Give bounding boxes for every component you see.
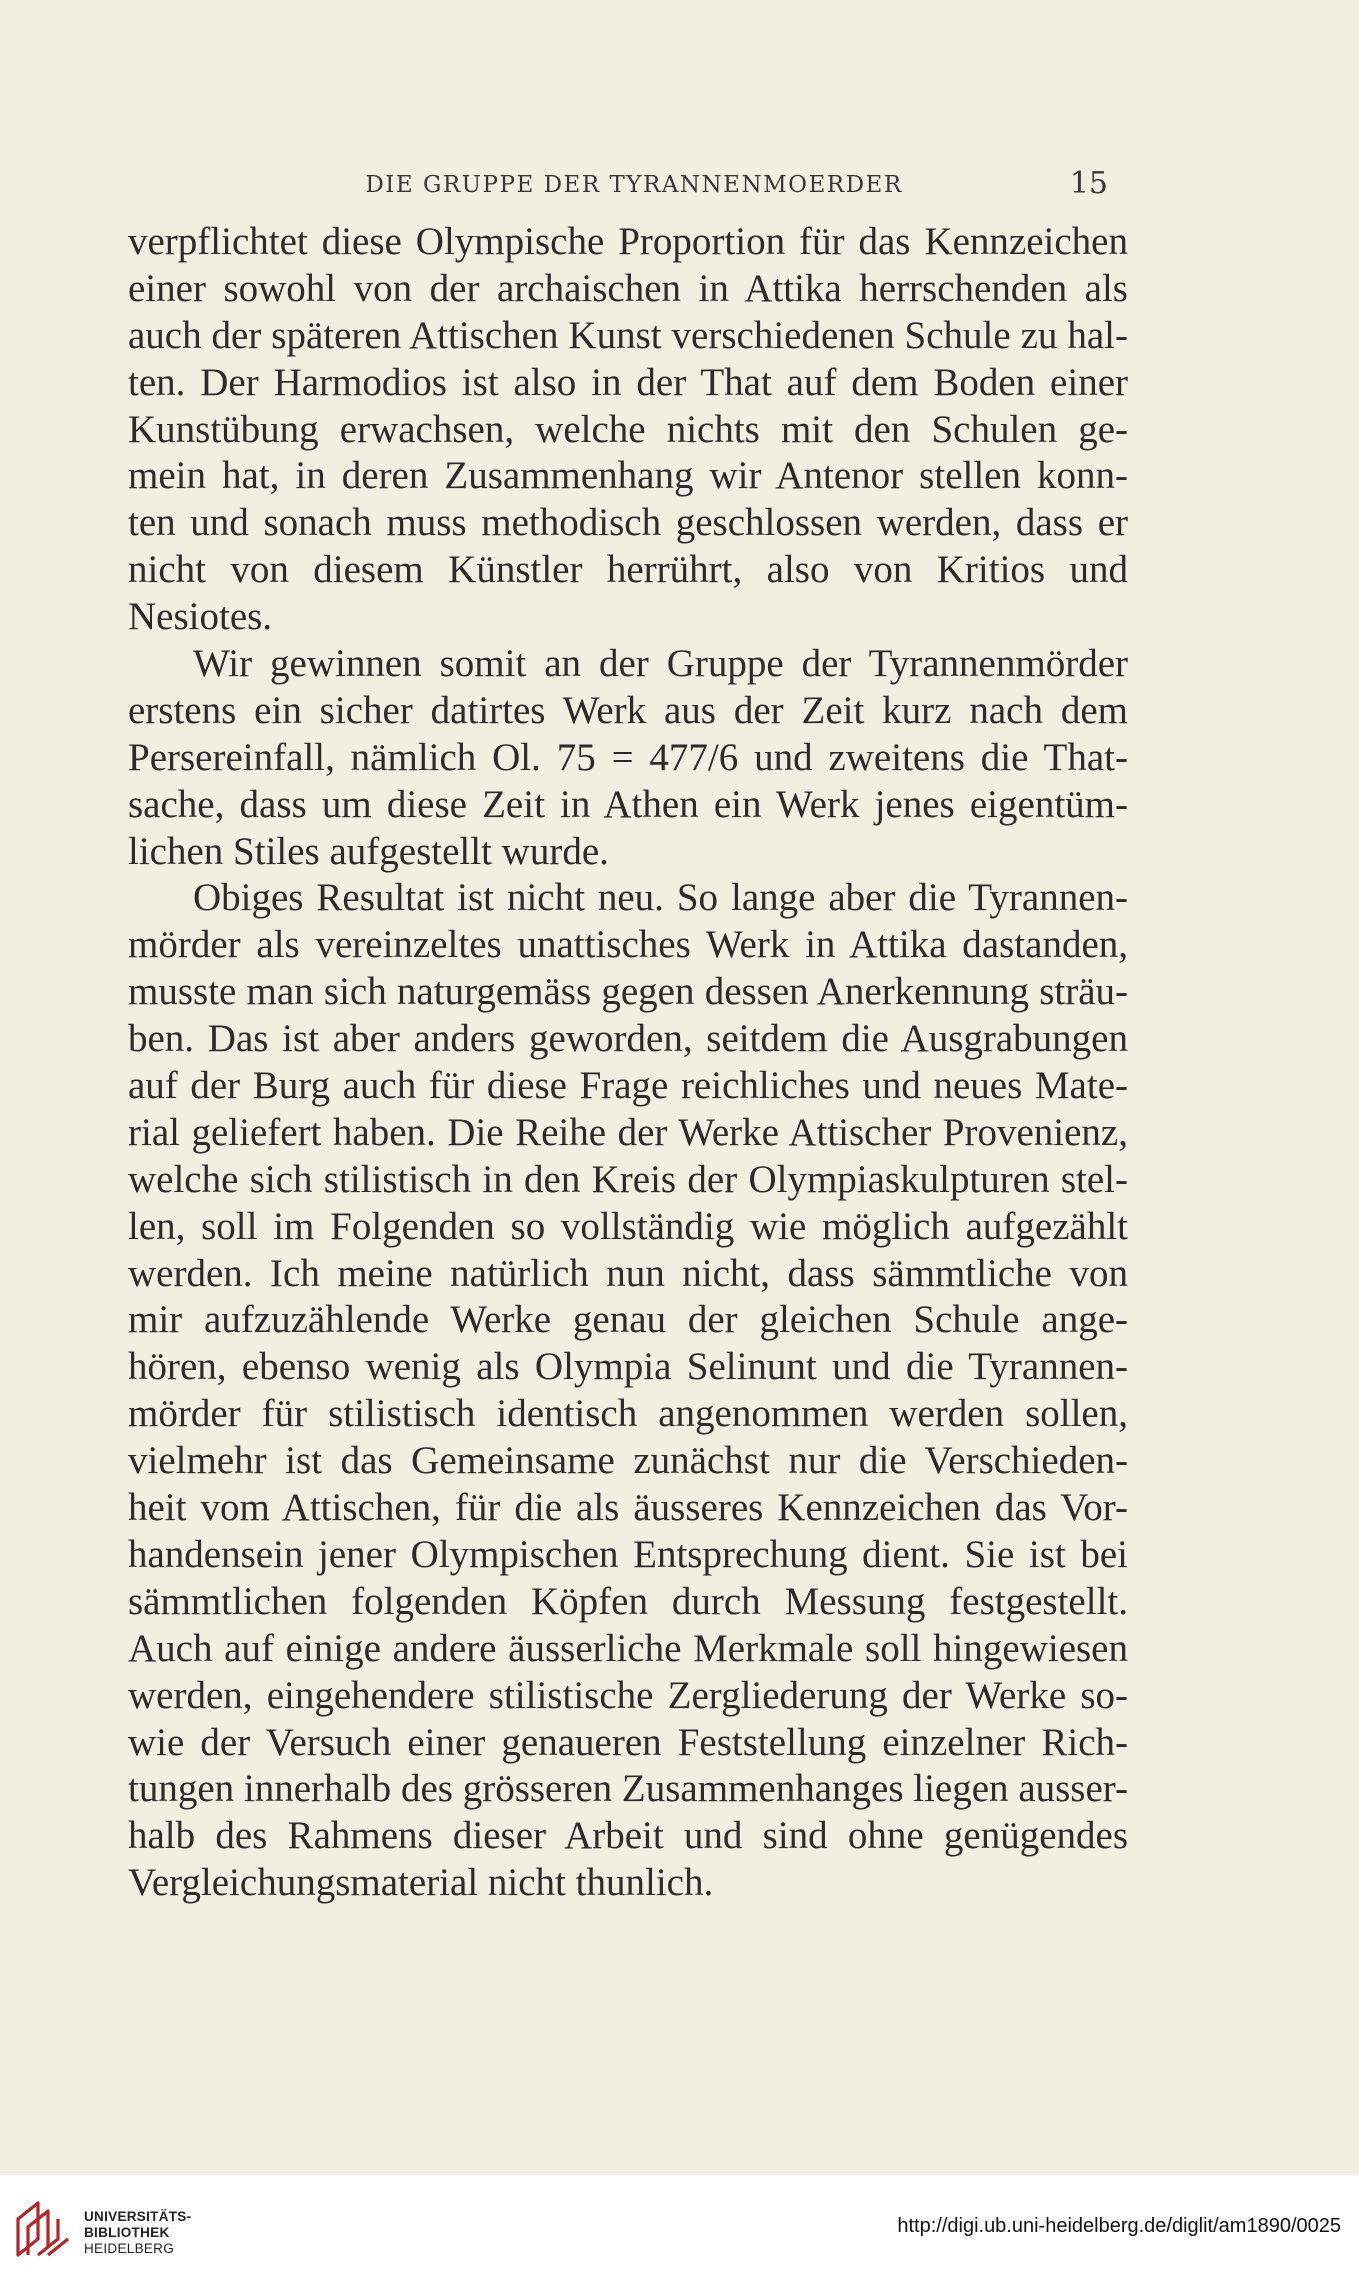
text-line: mörder als vereinzeltes unattisches Werk in Attika dastanden,: [128, 923, 1128, 967]
text-line: werden. Ich meine natürlich nun nicht, dass sämmtliche von: [128, 1251, 1128, 1295]
library-name-line: BIBLIOTHEK: [84, 2225, 170, 2240]
library-name: [84, 2209, 191, 2257]
text-line: len, soll im Folgenden so vollständig wie möglich aufgezählt: [128, 1204, 1128, 1248]
library-logo-icon: [14, 2197, 72, 2259]
footer-bar: [0, 2175, 1359, 2274]
text-line: auf der Burg auch für diese Frage reichliches und neues Mate-: [128, 1064, 1128, 1108]
text-line: auch der späteren Attischen Kunst verschiedenen Schule zu hal-: [128, 313, 1128, 357]
text-line: wie der Versuch einer genaueren Feststellung einzelner Rich-: [128, 1720, 1128, 1764]
text-line: verpflichtet diese Olympische Proportion für das Kennzeichen: [128, 220, 1128, 263]
text-line: handensein jener Olympischen Entsprechung dient. Sie ist bei: [128, 1532, 1128, 1576]
text-line: ten. Der Harmodios ist also in der That auf dem Boden einer: [128, 360, 1128, 404]
text-line: Auch auf einige andere äusserliche Merkmale soll hingewiesen: [128, 1626, 1128, 1670]
text-line: rial geliefert haben. Die Reihe der Werke Attischer Provenienz,: [128, 1110, 1128, 1154]
text-line: mir aufzuzählende Werke genau der gleichen Schule ange-: [128, 1298, 1128, 1342]
text-line: vielmehr ist das Gemeinsame zunächst nur die Verschieden-: [128, 1439, 1128, 1483]
text-line: Wir gewinnen somit an der Gruppe der Tyrannenmörder: [193, 642, 1128, 686]
text-line: tungen innerhalb des grösseren Zusammenhanges liegen ausser-: [128, 1767, 1128, 1811]
running-head: [150, 166, 1118, 206]
page-number: 15: [1069, 166, 1108, 201]
source-url-link[interactable]: http://digi.ub.uni-heidelberg.de/diglit/am1890/0025: [897, 2215, 1341, 2237]
body-text: [128, 219, 1128, 1907]
text-line: erstens ein sicher datirtes Werk aus der Zeit kurz nach dem: [128, 688, 1128, 732]
text-line: welche sich stilistisch in den Kreis der Olympiaskulpturen stel-: [128, 1157, 1128, 1201]
text-line: hören, ebenso wenig als Olympia Selinunt und die Tyrannen-: [128, 1345, 1128, 1389]
text-line: mörder für stilistisch identisch angenommen werden sollen,: [128, 1392, 1128, 1436]
library-name-line: HEIDELBERG: [84, 2241, 175, 2256]
text-line: Nesiotes.: [128, 595, 273, 639]
text-line: mein hat, in deren Zusammenhang wir Antenor stellen konn-: [128, 454, 1128, 498]
text-line: lichen Stiles aufgestellt wurde.: [128, 829, 609, 873]
running-title: DIE GRUPPE DER TYRANNENMOERDER: [365, 172, 903, 198]
text-line: ben. Das ist aber anders geworden, seitdem die Ausgrabungen: [128, 1017, 1128, 1061]
text-line: musste man sich naturgemäss gegen dessen Anerkennung sträu-: [128, 970, 1128, 1014]
text-line: Vergleichungsmaterial nicht thunlich.: [128, 1861, 714, 1905]
text-line: sämmtlichen folgenden Köpfen durch Messung festgestellt.: [128, 1579, 1128, 1623]
text-line: einer sowohl von der archaischen in Attika herrschenden als: [128, 266, 1128, 310]
text-line: nicht von diesem Künstler herrührt, also von Kritios und: [128, 548, 1128, 592]
text-line: heit vom Attischen, für die als äusseres Kennzeichen das Vor-: [128, 1486, 1128, 1530]
text-line: Persereinfall, nämlich Ol. 75 = 477/6 und zweitens die That-: [128, 735, 1128, 779]
text-line: ten und sonach muss methodisch geschlossen werden, dass er: [128, 501, 1128, 545]
library-name-line: UNIVERSITÄTS-: [84, 2209, 192, 2224]
text-line: werden, eingehendere stilistische Zergliederung der Werke so-: [128, 1673, 1128, 1717]
text-line: Kunstübung erwachsen, welche nichts mit den Schulen ge-: [128, 407, 1128, 451]
text-line: Obiges Resultat ist nicht neu. So lange aber die Tyrannen-: [193, 876, 1128, 920]
text-line: sache, dass um diese Zeit in Athen ein Werk jenes eigentüm-: [128, 782, 1128, 826]
text-line: halb des Rahmens dieser Arbeit und sind ohne genügendes: [128, 1814, 1128, 1858]
